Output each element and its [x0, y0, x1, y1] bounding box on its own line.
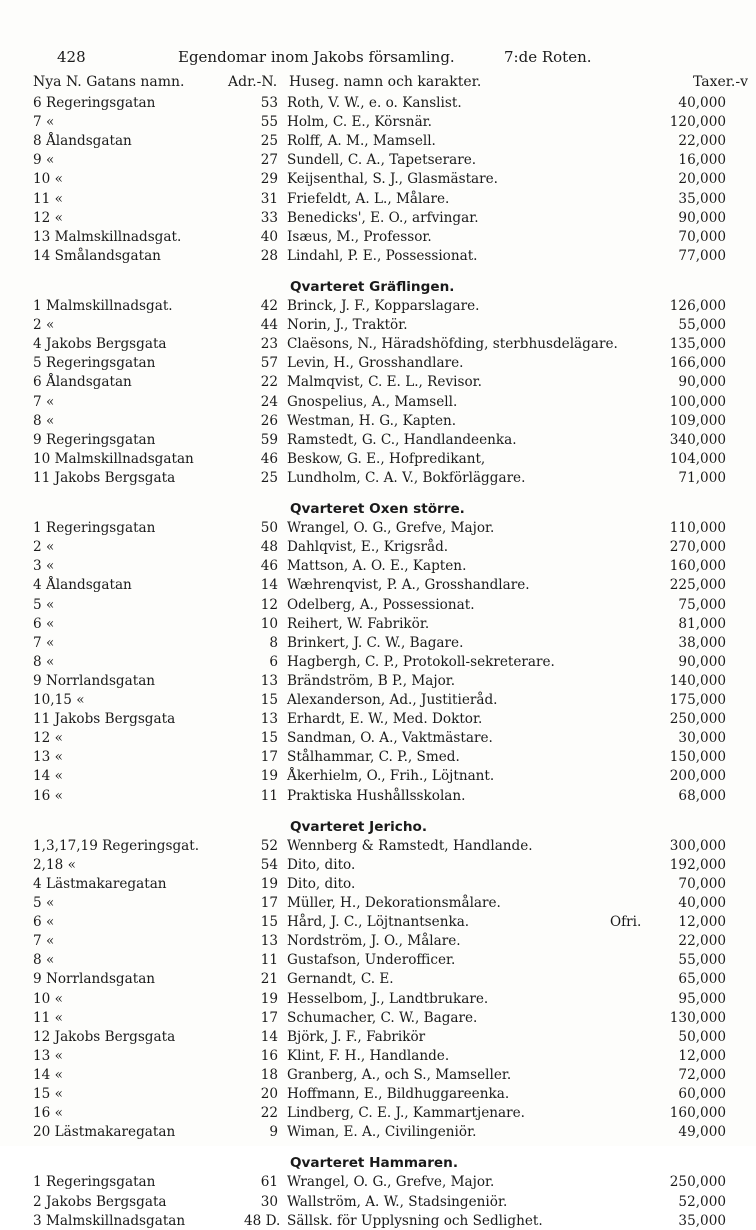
table-row: [0, 672, 756, 690]
owner-cell: Nordström, J. O., Målare.: [287, 933, 461, 950]
table-row: [0, 1028, 756, 1046]
owner-cell: Westman, H. G., Kapten.: [287, 412, 457, 429]
address-number-cell: 13: [260, 933, 278, 950]
tax-value-cell: 270,000: [669, 539, 726, 556]
owner-cell: Hård, J. C., Löjtnantsenka.: [287, 914, 470, 931]
street-cell: 20 Lästmakaregatan: [33, 1124, 176, 1141]
tax-value-cell: 160,000: [669, 1105, 726, 1122]
tax-value-cell: 60,000: [678, 1086, 726, 1102]
table-row: [0, 316, 756, 334]
tax-value-cell: 12,000: [678, 1047, 726, 1064]
street-cell: 7 «: [33, 114, 55, 131]
street-cell: 6 «: [33, 615, 55, 632]
address-number-cell: 27: [260, 152, 278, 169]
tax-value-cell: 72,000: [678, 1066, 726, 1083]
owner-cell: Åkerhielm, O., Frih., Löjtnant.: [287, 768, 495, 785]
owner-cell: Reihert, W. Fabrikör.: [287, 615, 430, 632]
table-row: [0, 990, 756, 1008]
adr-column-header: Adr.-N.: [228, 74, 278, 90]
address-number-cell: 48: [260, 539, 278, 556]
street-cell: 3 Malmskillnadsgatan: [33, 1212, 186, 1229]
owner-cell: Benedicks', E. O., arfvingar.: [287, 209, 479, 226]
tax-value-cell: 52,000: [678, 1193, 726, 1210]
owner-cell: Stålhammar, C. P., Smed.: [287, 749, 460, 766]
street-cell: 1 Malmskillnadsgat.: [33, 298, 173, 314]
table-row: [0, 450, 756, 468]
address-number-cell: 22: [260, 374, 278, 391]
address-number-cell: 44: [260, 317, 278, 334]
table-row: [0, 335, 756, 353]
tax-value-cell: 75,000: [678, 596, 726, 613]
owner-cell: Holm, C. E., Körsnär.: [287, 114, 432, 131]
tax-value-cell: 35,000: [678, 190, 726, 207]
address-number-cell: 54: [260, 856, 278, 873]
owner-cell: Dito, dito.: [287, 856, 356, 873]
address-number-cell: 16: [260, 1047, 278, 1064]
tax-value-cell: 40,000: [678, 95, 726, 111]
address-number-cell: 20: [260, 1086, 278, 1102]
table-row: [0, 538, 756, 556]
address-number-cell: 17: [260, 895, 278, 911]
address-number-cell: 50: [260, 520, 278, 537]
tax-value-cell: 100,000: [669, 393, 726, 410]
address-number-cell: 11: [260, 787, 278, 804]
owner-cell: Ramstedt, G. C., Handlandeenka.: [287, 431, 517, 448]
tax-value-cell: 126,000: [669, 298, 726, 314]
address-number-cell: 9: [269, 1124, 278, 1141]
owner-cell: Lindahl, P. E., Possessionat.: [287, 247, 478, 264]
table-row: [0, 767, 756, 785]
tax-value-cell: 55,000: [678, 317, 726, 334]
owner-cell: Gernandt, C. E.: [287, 971, 394, 988]
tax-value-cell: 175,000: [669, 692, 726, 708]
tax-value-cell: 166,000: [669, 355, 726, 372]
tax-value-cell: 95,000: [678, 990, 726, 1007]
street-cell: 7 «: [33, 634, 55, 651]
address-number-cell: 25: [260, 133, 278, 150]
tax-value-cell: 104,000: [669, 450, 726, 467]
street-cell: 11 Jakobs Bergsgata: [33, 711, 176, 728]
street-cell: 13 «: [33, 749, 63, 766]
tax-value-cell: 81,000: [678, 615, 726, 632]
address-number-cell: 57: [260, 355, 278, 372]
block-title: Qvarteret Jericho.: [290, 818, 428, 835]
tax-value-cell: 71,000: [678, 469, 726, 486]
address-number-cell: 26: [260, 412, 278, 429]
tax-value-cell: 200,000: [669, 768, 726, 785]
table-row: [0, 951, 756, 969]
street-column-header: Nya N. Gatans namn.: [33, 74, 185, 90]
tax-value-cell: 50,000: [678, 1028, 726, 1045]
table-row: [0, 393, 756, 411]
owner-cell: Norin, J., Traktör.: [287, 317, 408, 334]
address-number-cell: 8: [269, 634, 278, 651]
owner-cell: Dahlqvist, E., Krigsråd.: [287, 539, 449, 556]
tax-value-cell: 90,000: [678, 653, 726, 670]
street-cell: 1,3,17,19 Regeringsgat.: [33, 837, 200, 854]
street-cell: 5 Regeringsgatan: [33, 355, 156, 372]
address-number-cell: 24: [260, 393, 278, 410]
address-number-cell: 14: [260, 577, 278, 594]
owner-cell: Malmqvist, C. E. L., Revisor.: [287, 374, 482, 391]
street-cell: 7 «: [33, 393, 55, 410]
table-row: [0, 132, 756, 150]
tax-value-cell: 340,000: [669, 431, 726, 448]
owner-cell: Hesselbom, J., Landtbrukare.: [287, 990, 489, 1007]
table-row: [0, 1173, 756, 1191]
tax-value-cell: 300,000: [669, 837, 726, 854]
owner-cell: Lindberg, C. E. J., Kammartjenare.: [287, 1105, 525, 1122]
tax-value-cell: 20,000: [678, 171, 726, 188]
tax-value-cell: 12,000: [678, 914, 726, 931]
table-row: [0, 373, 756, 391]
street-cell: 9 Norrlandsgatan: [33, 971, 156, 988]
street-cell: 14 Smålandsgatan: [33, 247, 161, 264]
street-cell: 6 Regeringsgatan: [33, 95, 156, 111]
owner-cell: Wiman, E. A., Civilingeniör.: [287, 1124, 477, 1141]
tax-value-cell: 160,000: [669, 558, 726, 575]
address-number-cell: 21: [260, 971, 278, 988]
street-cell: 10,15 «: [33, 692, 85, 708]
street-cell: 14 «: [33, 768, 63, 785]
street-cell: 11 Jakobs Bergsgata: [33, 469, 176, 486]
street-cell: 16 «: [33, 787, 63, 804]
street-cell: 11 «: [33, 190, 63, 207]
tax-value-cell: 110,000: [669, 520, 726, 537]
tax-value-cell: 192,000: [669, 856, 726, 873]
table-row: [0, 932, 756, 950]
table-row: [0, 151, 756, 169]
table-row: [0, 431, 756, 449]
owner-cell: Erhardt, E. W., Med. Doktor.: [287, 711, 483, 728]
address-number-cell: 15: [260, 692, 278, 708]
roten-label: 7:de Roten.: [504, 48, 592, 66]
tax-value-cell: 70,000: [678, 875, 726, 892]
tax-value-cell: 120,000: [669, 114, 726, 131]
address-number-cell: 17: [260, 749, 278, 766]
owner-cell: Praktiska Hushållsskolan.: [287, 787, 466, 804]
owner-column-header: Huseg. namn och karakter.: [289, 74, 482, 90]
street-cell: 4 Jakobs Bergsgata: [33, 336, 167, 353]
block-title: Qvarteret Gräflingen.: [290, 278, 455, 295]
address-number-cell: 55: [260, 114, 278, 131]
owner-cell: Sandman, O. A., Vaktmästare.: [287, 730, 493, 747]
owner-cell: Wrangel, O. G., Grefve, Major.: [287, 520, 495, 537]
street-cell: 10 «: [33, 171, 63, 188]
table-row: [0, 209, 756, 227]
table-row: [0, 787, 756, 805]
table-row: [0, 691, 756, 709]
address-number-cell: 33: [260, 209, 278, 226]
block-title: Qvarteret Hammaren.: [290, 1155, 458, 1172]
table-row: [0, 1104, 756, 1122]
street-cell: 2 «: [33, 539, 55, 556]
address-number-cell: 17: [260, 1009, 278, 1026]
street-cell: 5 «: [33, 895, 55, 911]
tax-value-cell: 109,000: [669, 412, 726, 429]
street-cell: 5 «: [33, 596, 55, 613]
tax-value-cell: 225,000: [669, 577, 726, 594]
street-cell: 12 «: [33, 730, 63, 747]
table-row: [0, 837, 756, 855]
owner-cell: Müller, H., Dekorationsmålare.: [287, 895, 501, 911]
street-cell: 4 Ålandsgatan: [33, 577, 132, 594]
address-number-cell: 46: [260, 558, 278, 575]
tax-column-header: Taxer.-v: [692, 74, 748, 90]
street-cell: 15 «: [33, 1086, 63, 1102]
table-row: [0, 519, 756, 537]
table-row: [0, 1085, 756, 1103]
table-row: [0, 970, 756, 988]
address-number-cell: 11: [260, 952, 278, 969]
street-cell: 11 «: [33, 1009, 63, 1026]
table-row: [0, 634, 756, 652]
table-row: [0, 297, 756, 315]
owner-cell: Gustafson, Underofficer.: [287, 952, 456, 969]
address-number-cell: 40: [260, 228, 278, 245]
owner-cell: Dito, dito.: [287, 875, 356, 892]
street-cell: 12 «: [33, 209, 63, 226]
table-row: [0, 748, 756, 766]
street-cell: 4 Lästmakaregatan: [33, 875, 167, 892]
table-row: [0, 1047, 756, 1065]
address-number-cell: 19: [260, 768, 278, 785]
owner-cell: Björk, J. F., Fabrikör: [287, 1028, 426, 1045]
table-row: [0, 596, 756, 614]
address-number-cell: 14: [260, 1028, 278, 1045]
address-number-cell: 13: [260, 711, 278, 728]
owner-cell: Wallström, A. W., Stadsingeniör.: [287, 1193, 508, 1210]
tax-value-cell: 22,000: [678, 133, 726, 150]
table-row: [0, 653, 756, 671]
address-number-cell: 19: [260, 990, 278, 1007]
address-number-cell: 19: [260, 875, 278, 892]
table-row: [0, 913, 756, 931]
tax-value-cell: 38,000: [678, 634, 726, 651]
street-cell: 2 Jakobs Bergsgata: [33, 1193, 167, 1210]
table-row: [0, 557, 756, 575]
address-number-cell: 23: [260, 336, 278, 353]
table-row: [0, 875, 756, 893]
address-number-cell: 61: [260, 1174, 278, 1191]
owner-cell: Mattson, A. O. E., Kapten.: [287, 558, 467, 575]
table-row: [0, 710, 756, 728]
owner-cell: Sundell, C. A., Tapetserare.: [287, 152, 477, 169]
owner-cell: Rolff, A. M., Mamsell.: [287, 133, 436, 150]
table-row: [0, 1212, 756, 1230]
owner-cell: Schumacher, C. W., Bagare.: [287, 1009, 478, 1026]
owner-cell: Hoffmann, E., Bildhuggareenka.: [287, 1086, 510, 1102]
tax-value-cell: 40,000: [678, 895, 726, 911]
tax-value-cell: 250,000: [669, 711, 726, 728]
owner-cell: Klint, F. H., Handlande.: [287, 1047, 450, 1064]
tax-value-cell: 22,000: [678, 933, 726, 950]
owner-cell: Gnospelius, A., Mamsell.: [287, 393, 458, 410]
tax-value-cell: 140,000: [669, 672, 726, 689]
tax-value-cell: 35,000: [678, 1212, 726, 1229]
address-number-cell: 15: [260, 914, 278, 931]
address-number-cell: 13: [260, 672, 278, 689]
owner-cell: Wennberg & Ramstedt, Handlande.: [287, 837, 533, 854]
table-row: [0, 894, 756, 912]
address-number-cell: 52: [260, 837, 278, 854]
street-cell: 2,18 «: [33, 856, 76, 873]
street-cell: 10 Malmskillnadsgatan: [33, 450, 194, 467]
address-number-cell: 6: [269, 653, 278, 670]
street-cell: 6 «: [33, 914, 55, 931]
address-number-cell: 25: [260, 469, 278, 486]
address-number-cell: 59: [260, 431, 278, 448]
owner-cell: Wæhrenqvist, P. A., Grosshandlare.: [287, 577, 530, 594]
tax-value-cell: 150,000: [669, 749, 726, 766]
note-cell: Ofri.: [610, 914, 642, 931]
street-cell: 3 «: [33, 558, 55, 575]
street-cell: 8 «: [33, 952, 55, 969]
table-row: [0, 856, 756, 874]
tax-value-cell: 77,000: [678, 247, 726, 264]
street-cell: 10 «: [33, 990, 63, 1007]
table-row: [0, 1066, 756, 1084]
owner-cell: Claësons, N., Häradshöfding, sterbhusdelägare.: [287, 336, 618, 353]
tax-value-cell: 70,000: [678, 228, 726, 245]
street-cell: 7 «: [33, 933, 55, 950]
street-cell: 2 «: [33, 317, 55, 334]
owner-cell: Keijsenthal, S. J., Glasmästare.: [287, 171, 499, 188]
table-row: [0, 354, 756, 372]
table-row: [0, 170, 756, 188]
table-row: [0, 190, 756, 208]
address-number-cell: 15: [260, 730, 278, 747]
street-cell: 9 Norrlandsgatan: [33, 672, 156, 689]
street-cell: 1 Regeringsgatan: [33, 1174, 156, 1191]
address-number-cell: 12: [260, 596, 278, 613]
tax-value-cell: 16,000: [678, 152, 726, 169]
table-row: [0, 247, 756, 265]
owner-cell: Alexanderson, Ad., Justitieråd.: [287, 692, 498, 708]
address-number-cell: 30: [260, 1193, 278, 1210]
owner-cell: Roth, V. W., e. o. Kanslist.: [287, 95, 462, 111]
street-cell: 8 «: [33, 412, 55, 429]
street-cell: 8 Ålandsgatan: [33, 133, 132, 150]
tax-value-cell: 130,000: [669, 1009, 726, 1026]
table-row: [0, 1123, 756, 1141]
owner-cell: Brinck, J. F., Kopparslagare.: [287, 298, 480, 314]
table-row: [0, 615, 756, 633]
address-number-cell: 22: [260, 1105, 278, 1122]
tax-value-cell: 65,000: [678, 971, 726, 988]
street-cell: 13 Malmskillnadsgat.: [33, 228, 182, 245]
page-number: 428: [57, 48, 86, 66]
street-cell: 9 Regeringsgatan: [33, 431, 156, 448]
owner-cell: Brändström, B P., Major.: [287, 672, 456, 689]
street-cell: 16 «: [33, 1105, 63, 1122]
address-number-cell: 46: [260, 450, 278, 467]
owner-cell: Lundholm, C. A. V., Bokförläggare.: [287, 469, 526, 486]
tax-value-cell: 250,000: [669, 1174, 726, 1191]
owner-cell: Hagbergh, C. P., Protokoll-sekreterare.: [287, 653, 555, 670]
tax-value-cell: 30,000: [678, 730, 726, 747]
table-row: [0, 1009, 756, 1027]
address-number-cell: 53: [260, 95, 278, 111]
address-number-cell: 29: [260, 171, 278, 188]
table-row: [0, 94, 756, 112]
tax-value-cell: 90,000: [678, 209, 726, 226]
owner-cell: Wrangel, O. G., Grefve, Major.: [287, 1174, 495, 1191]
table-row: [0, 113, 756, 131]
tax-value-cell: 68,000: [678, 787, 726, 804]
tax-value-cell: 90,000: [678, 374, 726, 391]
address-number-cell: 48 D.: [244, 1212, 281, 1229]
table-row: [0, 469, 756, 487]
owner-cell: Levin, H., Grosshandlare.: [287, 355, 464, 372]
street-cell: 1 Regeringsgatan: [33, 520, 156, 537]
street-cell: 13 «: [33, 1047, 63, 1064]
street-cell: 6 Ålandsgatan: [33, 374, 132, 391]
street-cell: 9 «: [33, 152, 55, 169]
owner-cell: Beskow, G. E., Hofpredikant,: [287, 450, 486, 467]
address-number-cell: 18: [260, 1066, 278, 1083]
owner-cell: Granberg, A., och S., Mamseller.: [287, 1066, 512, 1083]
block-title: Qvarteret Oxen större.: [290, 501, 465, 517]
street-cell: 14 «: [33, 1066, 63, 1083]
tax-value-cell: 49,000: [678, 1124, 726, 1141]
address-number-cell: 10: [260, 615, 278, 632]
table-row: [0, 1193, 756, 1211]
table-row: [0, 729, 756, 747]
address-number-cell: 31: [260, 190, 278, 207]
street-cell: 8 «: [33, 653, 55, 670]
page-title: Egendomar inom Jakobs församling.: [178, 48, 455, 66]
owner-cell: Odelberg, A., Possessionat.: [287, 596, 475, 613]
tax-value-cell: 135,000: [669, 336, 726, 353]
owner-cell: Brinkert, J. C. W., Bagare.: [287, 634, 464, 651]
table-row: [0, 412, 756, 430]
address-number-cell: 42: [260, 298, 278, 314]
tax-value-cell: 55,000: [678, 952, 726, 969]
owner-cell: Friefeldt, A. L., Målare.: [287, 190, 450, 207]
street-cell: 12 Jakobs Bergsgata: [33, 1028, 176, 1045]
table-row: [0, 228, 756, 246]
address-number-cell: 28: [260, 247, 278, 264]
owner-cell: Sällsk. för Upplysning och Sedlighet.: [287, 1212, 543, 1229]
table-row: [0, 576, 756, 594]
owner-cell: Isæus, M., Professor.: [287, 228, 432, 245]
